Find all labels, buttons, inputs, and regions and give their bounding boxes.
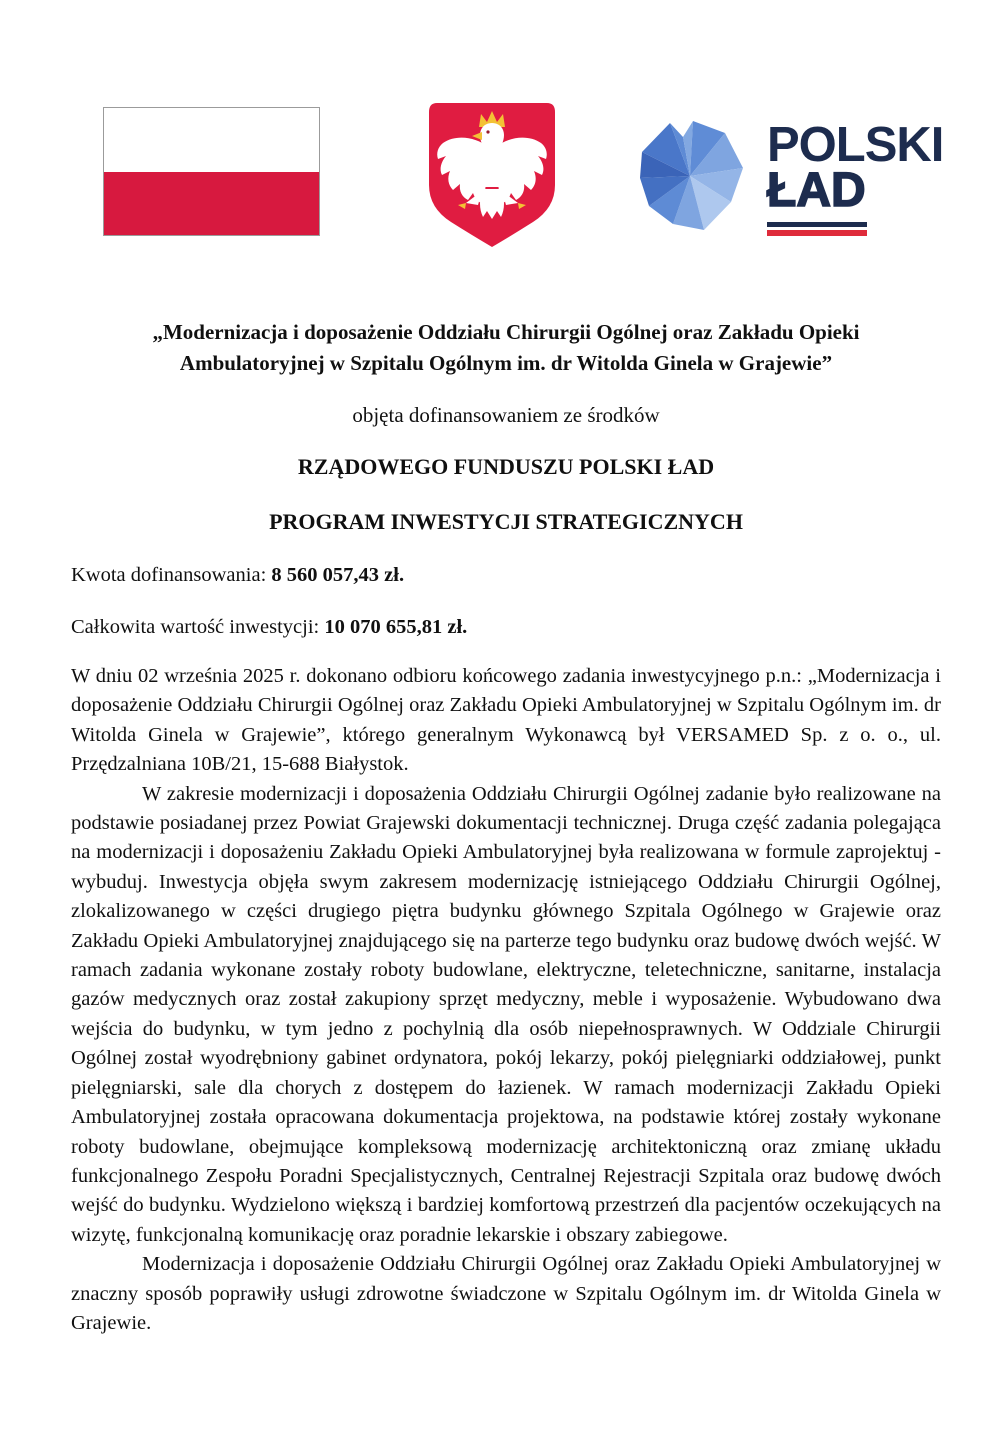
subtitle: objęta dofinansowaniem ze środków <box>352 403 660 427</box>
document-body <box>0 317 1004 1338</box>
red-rule <box>767 230 867 236</box>
body-paragraphs <box>71 662 941 1338</box>
paragraph-3: Modernizacja i doposażenie Oddziału Chirurgii Ogólnej oraz Zakładu Opieki Ambulatoryjnej w znaczny sposób poprawiły usługi zdrowotne świadczone w Szpitalu Ogólnym im. dr Witolda Ginela w Grajewie. <box>71 1253 941 1334</box>
total-value-line <box>71 614 941 641</box>
funding-amount-value: 8 560 057,43 zł. <box>271 564 405 586</box>
program-name: PROGRAM INWESTYCJI STRATEGICZNYCH <box>269 509 743 534</box>
polski-lad-wordmark-line2: ŁAD <box>767 164 866 217</box>
flag-white-stripe <box>104 108 319 172</box>
document-title-line2: Ambulatoryjnej w Szpitalu Ogólnym im. dr Witolda Ginela w Grajewie” <box>179 351 833 375</box>
polski-lad-wordmark-line1: POLSKI <box>767 118 944 172</box>
document-title <box>71 317 941 379</box>
polski-lad-wordmark <box>767 120 943 236</box>
polish-flag-icon <box>103 107 320 236</box>
document-title-line1: „Modernizacja i doposażenie Oddziału Chirurgii Ogólnej oraz Zakładu Opieki <box>152 320 860 344</box>
paragraph-2: W zakresie modernizacji i doposażenia Oddziału Chirurgii Ogólnej zadanie było realizowane na podstawie posiadanej przez Powiat Grajewski dokumentacji technicznej. Druga część zadania polegająca na modernizacji i doposażeniu Zakładu Opieki Ambulatoryjnej była realizowana w formule zaprojektuj - wybuduj. Inwestycja objęła swym zakresem modernizację istniejącego Oddziału Chirurgii Ogólnej, zlokalizowanego w części drugiego piętra budynku głównego Szpitala Ogólnego w Grajewie oraz Zakładu Opieki Ambulatoryjnej znajdującego się na parterze tego budynku oraz budowę dwóch wejść. W ramach zadania wykonane zostały roboty budowlane, elektryczne, teletechniczne, sanitarne, instalacja gazów medycznych oraz został zakupiony sprzęt medyczny, meble i wyposażenie. Wybudowano dwa wejścia do budynku, w tym jedno z pochylnią dla osób niepełnosprawnych. W Oddziale Chirurgii Ogólnej został wyodrębniony gabinet ordynatora, pokój lekarzy, pokój pielęgniarki oddziałowej, punkt pielęgniarski, sale dla chorych z dostępem do łazienek. W ramach modernizacji Zakładu Opieki Ambulatoryjnej została opracowana dokumentacja projektowa, na podstawie której zostały wykonane roboty budowlane, obejmujące kompleksową modernizację architektoniczną oraz zmianę układu funkcjonalnego Zespołu Poradni Specjalistycznych, Centralnej Rejestracji Szpitala oraz budowę dwóch wejść do budynku. Wydzielono większą i bardziej komfortową przestrzeń dla pacjentów oczekujących na wizytę, funkcjonalną komunikację oraz poradnie lekarskie i obszary zabiegowe. <box>71 782 941 1246</box>
funding-amount-line <box>71 562 941 589</box>
header-logos <box>0 0 1004 250</box>
total-value-value: 10 070 655,81 zł. <box>324 616 468 638</box>
poland-map-icon <box>640 118 744 234</box>
fund-name: RZĄDOWEGO FUNDUSZU POLSKI ŁAD <box>297 454 715 479</box>
polish-coat-of-arms-icon <box>426 101 558 249</box>
polski-lad-logo <box>640 114 952 240</box>
paragraph-1: W dniu 02 września 2025 r. dokonano odbioru końcowego zadania inwestycyjnego p.n.: „Modernizacja i doposażenie Oddziału Chirurgii Ogólnej oraz Zakładu Opieki Ambulatoryjnej w Szpitalu Ogólnym im. dr Witolda Ginela w Grajewie”, którego generalnym Wykonawcą był VERSAMED Sp. z o. o., ul. Przędzalniana 10B/21, 15-688 Białystok. <box>71 665 941 776</box>
total-value-label: Całkowita wartość inwestycji: <box>71 616 320 638</box>
funding-amount-label: Kwota dofinansowania: <box>71 564 267 586</box>
flag-red-stripe <box>104 172 319 236</box>
navy-rule <box>767 222 867 227</box>
